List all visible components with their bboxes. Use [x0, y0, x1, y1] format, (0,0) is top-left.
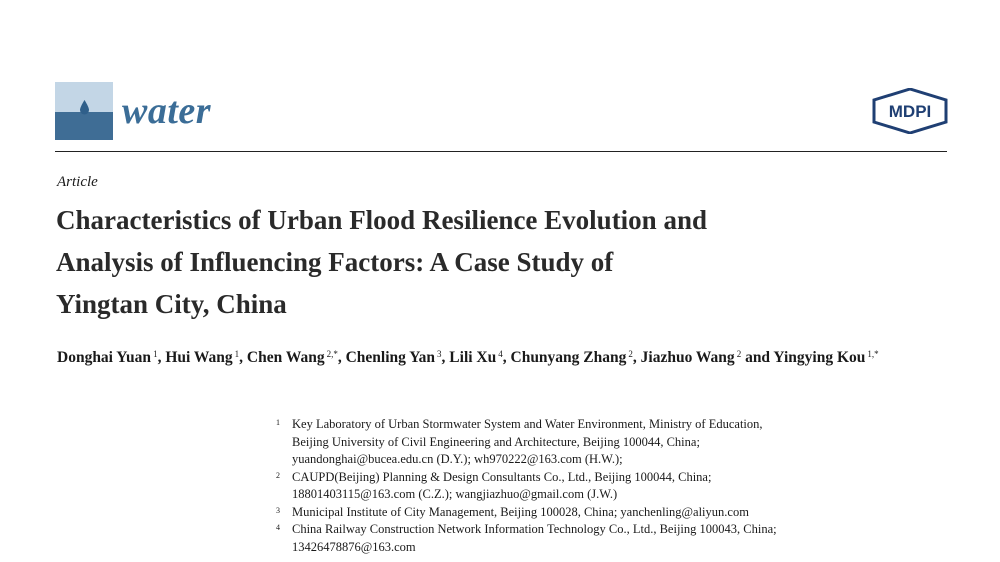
water-drop-logo-icon [55, 82, 113, 140]
affiliation-item [276, 469, 976, 504]
author[interactable]: Donghai Yuan $^1$, [57, 349, 166, 366]
mdpi-logo-icon[interactable] [872, 88, 948, 134]
article-type-label: Article [57, 174, 98, 190]
affiliation-item [276, 416, 976, 469]
author[interactable]: Chunyang Zhang $^2$, [510, 349, 641, 366]
affiliation-line: Beijing University of Civil Engineering and Architecture, Beijing 100044, China; [292, 434, 700, 449]
author-list [57, 342, 937, 370]
affiliation-line[interactable]: 18801403115@163.com (C.Z.); wangjiazhuo@gmail.com (J.W.) [292, 487, 618, 501]
affiliation-list [276, 416, 976, 556]
affiliation-line: Key Laboratory of Urban Stormwater System and Water Environment, Ministry of Education, [292, 417, 763, 431]
affiliation-number: 3 [276, 505, 280, 515]
affiliation-item [276, 521, 976, 556]
affiliation-line: CAUPD(Beijing) Planning & Design Consultants Co., Ltd., Beijing 100044, China; [292, 469, 712, 484]
author[interactable]: Hui Wang $^1$, [165, 349, 247, 366]
title-line: Characteristics of Urban Flood Resilience Evolution and [56, 205, 707, 235]
paper-title [56, 199, 926, 325]
affiliation-number: 2 [276, 470, 280, 480]
affiliation-line[interactable]: yuandonghai@bucea.edu.cn (D.Y.); wh970222@163.com (H.W.); [292, 452, 623, 466]
author[interactable]: and Yingying Kou $^{1,*}$ [745, 349, 879, 366]
affiliation-line[interactable]: Municipal Institute of City Management, Beijing 100028, China; yanchenling@aliyun.com [292, 504, 749, 519]
author[interactable]: Chenling Yan $^3$, [345, 349, 450, 366]
header-divider [55, 151, 947, 152]
title-line: Analysis of Influencing Factors: A Case Study of [56, 247, 614, 277]
affiliation-line[interactable]: 13426478876@163.com [292, 539, 416, 554]
journal-logo[interactable] [55, 82, 211, 140]
author[interactable]: Jiazhuo Wang $^2$ [640, 349, 742, 366]
affiliation-number: 1 [276, 418, 280, 427]
author[interactable]: Lili Xu $^4$, [449, 349, 511, 366]
affiliation-number: 4 [276, 523, 280, 532]
affiliation-line: China Railway Construction Network Information Technology Co., Ltd., Beijing 100043, China; [292, 522, 777, 536]
journal-name: water [122, 90, 212, 132]
author[interactable]: Chen Wang $^{2,*}$, [246, 349, 346, 366]
title-line: Yingtan City, China [56, 289, 287, 319]
affiliation-item [276, 504, 976, 522]
publisher-name: MDPI [888, 102, 932, 121]
